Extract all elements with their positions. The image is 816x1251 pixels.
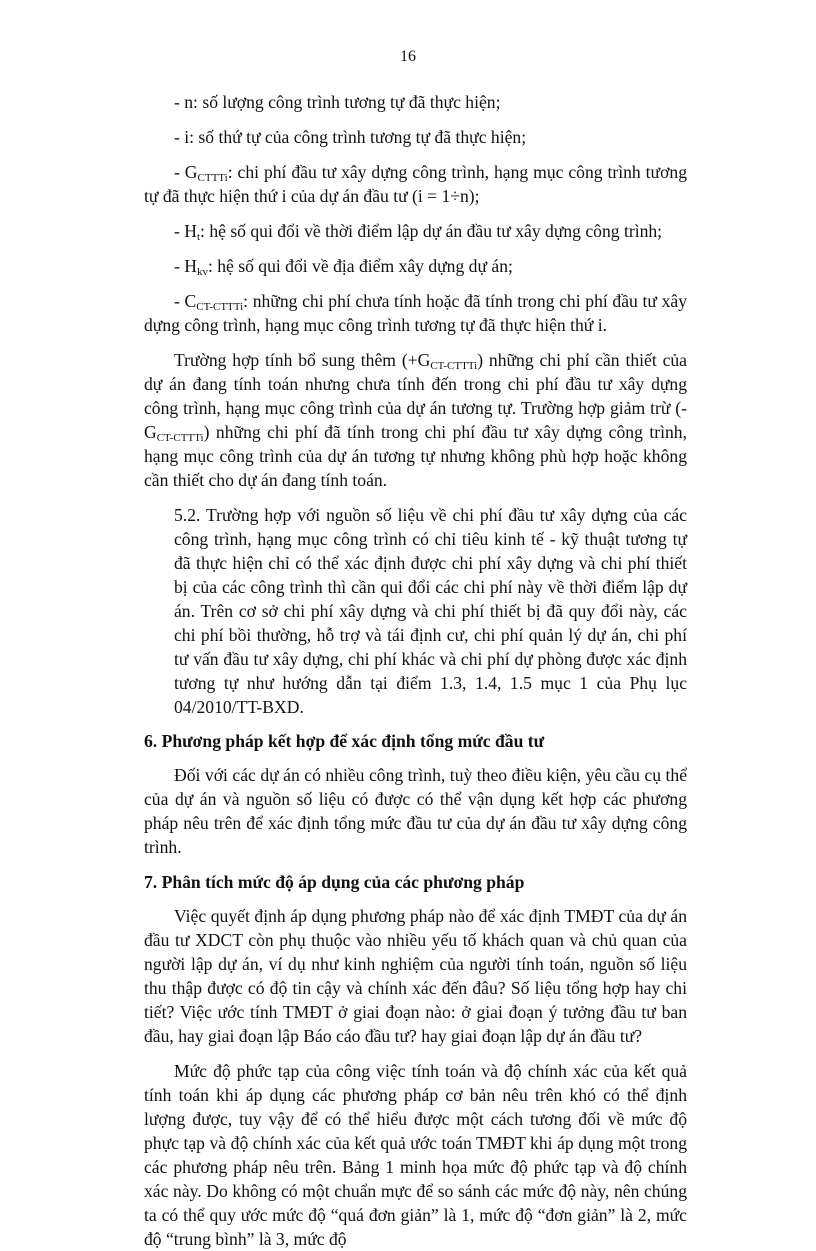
page-number: 16 — [400, 48, 416, 65]
definition-c-ct: - $C_{CT-CTTTi}$: những chi phí chưa tính hoặc đã tính trong chi phí đầu tư xây dựng công trình, hạng mục công trình tương tự đã thực hiện thứ i. — [144, 291, 688, 335]
definition-hkv: - $H_{kv}$: hệ số qui đổi về địa điểm xây dựng dự án; — [174, 256, 513, 278]
definition-i: - i: số thứ tự của công trình tương tự đã thực hiện; — [174, 127, 527, 147]
heading-section-7: 7. Phân tích mức độ áp dụng của các phương pháp — [144, 872, 525, 892]
definition-g-ctt: - $G_{CTTTi}$: chi phí đầu tư xây dựng công trình, hạng mục công trình tương tự đã thực hiện thứ i của dự án đầu tư (i = 1÷n); — [144, 162, 687, 206]
page-body — [144, 90, 687, 1251]
definition-ht: - $H_t$: hệ số qui đổi về thời điểm lập dự án đầu tư xây dựng công trình; — [174, 221, 663, 243]
paragraph-section-7b: Mức độ phức tạp của công việc tính toán và độ chính xác của kết quả tính toán khi áp dụng các phương pháp cơ bản nêu trên khó có thể định lượng được, tuy vậy để có thể hiểu được một cách tương đối về mức độ phực tạp và độ chính xác của kết quả ước toán TMĐT khi áp dụng một trong các phương pháp nêu trên. Bảng 1 minh họa mức độ phức tạp và độ chính xác này. Do không có một chuẩn mực để so sánh các mức độ này, nên chúng ta có thể quy ước mức độ “quá đơn giản” là 1, mức độ “đơn giản” là 2, mức độ “trung bình” là 3, mức độ — [144, 1061, 687, 1249]
definition-n: - n: số lượng công trình tương tự đã thực hiện; — [174, 92, 501, 112]
paragraph-section-6: Đối với các dự án có nhiều công trình, tuỳ theo điều kiện, yêu cầu cụ thể của dự án và nguồn số liệu có được có thể vận dụng kết hợp các phương pháp nêu trên để xác định tổng mức đầu tư của dự án đầu tư xây dựng công trình. — [144, 765, 687, 857]
paragraph-adjustment: Trường hợp tính bổ sung thêm $(+G_{CT-CTTTi})$ những chi phí cần thiết của dự án đang tính toán nhưng chưa tính đến trong chi phí đầu tư xây dựng công trình, hạng mục công trình của dự án tương tự. Trường hợp giảm trừ $(-G_{CT-CTTTi})$ những chi phí đã tính trong chi phí đầu tư xây dựng công trình, hạng mục công trình của dự án tương tự nhưng không phù hợp hoặc không cần thiết cho dự án đang tính toán. — [144, 350, 687, 490]
paragraph-5-2: 5.2. Trường hợp với nguồn số liệu về chi phí đầu tư xây dựng của các công trình, hạng mục công trình có chỉ tiêu kinh tế - kỹ thuật tương tự đã thực hiện chỉ có thể xác định được chi phí xây dựng và chi phí thiết bị của các công trình thì cần qui đổi các chi phí này về thời điểm lập dự án. Trên cơ sở chi phí xây dựng và chi phí thiết bị đã quy đổi này, các chi phí bồi thường, hỗ trợ và tái định cư, chi phí quản lý dự án, chi phí tư vấn đầu tư xây dựng, chi phí khác và chi phí dự phòng được xác định tương tự như hướng dẫn tại điểm 1.3, 1.4, 1.5 mục 1 của Phụ lục 04/2010/TT-BXD. — [174, 505, 687, 717]
paragraph-section-7a: Việc quyết định áp dụng phương pháp nào để xác định TMĐT của dự án đầu tư XDCT còn phụ thuộc vào nhiều yếu tố khách quan và chủ quan của người lập dự án, ví dụ như kinh nghiệm của người tính toán, nguồn số liệu thu thập được có độ tin cậy và chính xác đến đâu? Số liệu tổng hợp hay chi tiết? Việc ước tính TMĐT ở giai đoạn nào: ở giai đoạn ý tưởng đầu tư ban đầu, hay giai đoạn lập Báo cáo đầu tư? hay giai đoạn lập dự án đầu tư? — [144, 906, 687, 1046]
heading-section-6: 6. Phương pháp kết hợp để xác định tổng mức đầu tư — [144, 731, 545, 751]
